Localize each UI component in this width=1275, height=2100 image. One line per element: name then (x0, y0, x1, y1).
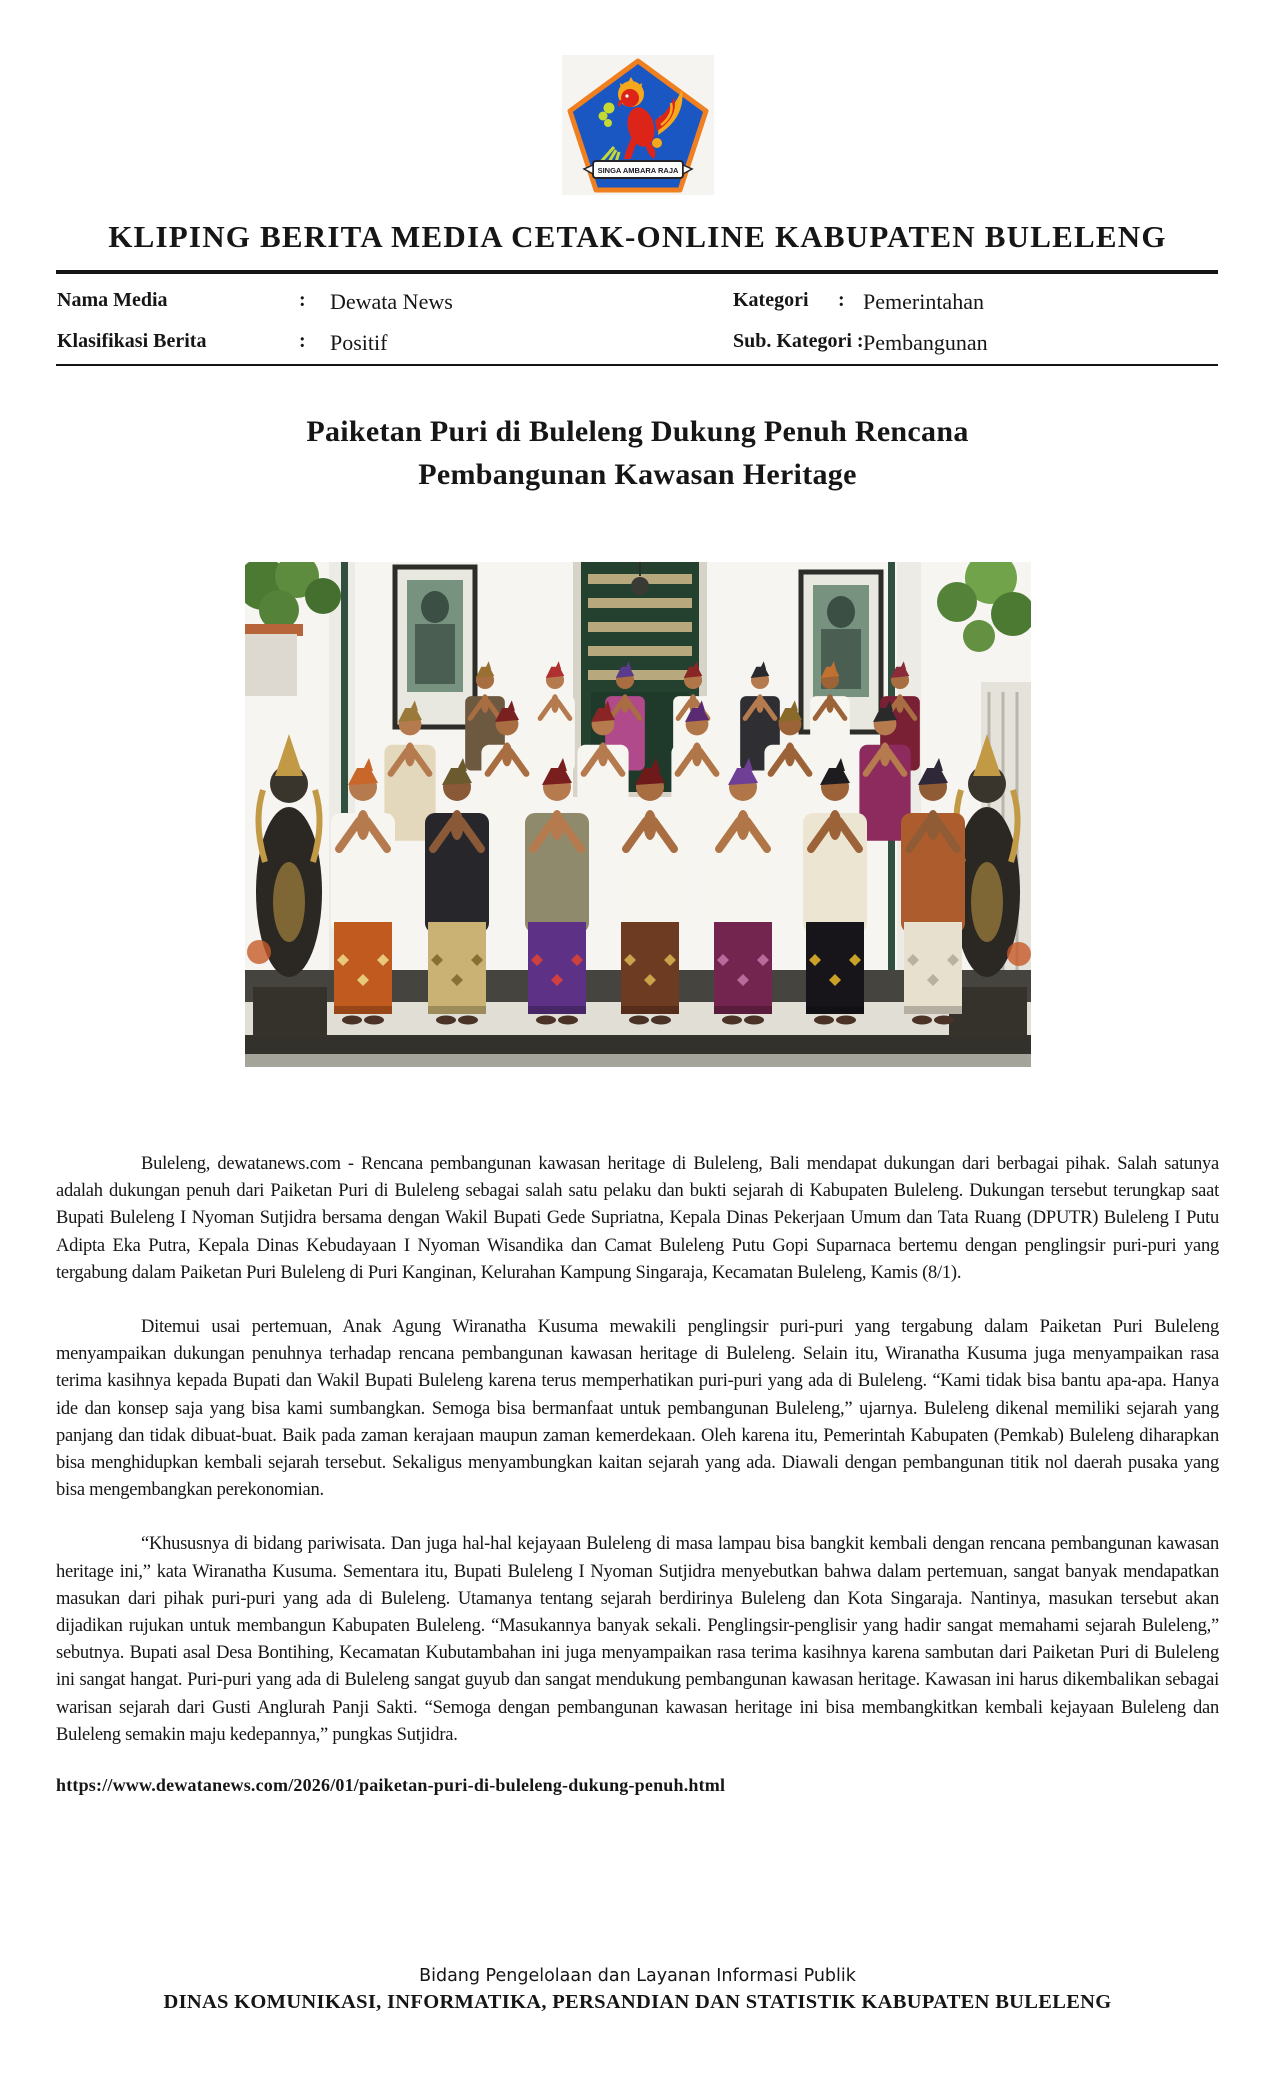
paragraph-1: Buleleng, dewatanews.com - Rencana pembangunan kawasan heritage di Buleleng, Bali mendapat dukungan dari berbagai pihak. Salah satunya adalah dukungan penuh dari Paiketan Puri di Buleleng sebagai salah satu pelaku dan bukti sejarah di Kabupaten Buleleng. Dukungan tersebut terungkap saat Bupati Buleleng I Nyoman Sutjidra bersama dengan Wakil Bupati Gede Supriatna, Kepala Dinas Pekerjaan Umum dan Tata Ruang (DPUTR) Buleleng I Putu Adipta Eka Putra, Kepala Dinas Kebudayaan I Nyoman Wisandika dan Camat Buleleng Putu Gopi Suparnaca bertemu dengan penglingsir puri-puri yang tergabung dalam Paiketan Puri Buleleng di Puri Kanginan, Kelurahan Kampung Singaraja, Kecamatan Buleleng, Kamis (8/1). (56, 1154, 1219, 1283)
paragraph-2: Ditemui usai pertemuan, Anak Agung Wiranatha Kusuma mewakili penglingsir puri-puri yang tergabung dalam Paiketan Puri Buleleng menyampaikan dukungan penuhnya terhadap rencana pembangunan kawasan heritage di Buleleng. Selain itu, Wiranatha Kusuma juga menyampaikan rasa terima kasihnya kepada Bupati dan Wakil Bupati Buleleng karena terus memperhatikan puri-puri yang ada di Buleleng. “Kami tidak bisa bantu apa-apa. Hanya ide dan konsep saja yang bisa kami sumbangkan. Semoga bisa bermanfaat untuk pembangunan Buleleng,” ujarnya. Buleleng dikenal memiliki sejarah yang panjang dan tidak dibuat-buat. Baik pada zaman kerajaan maupun zaman kemerdekaan. Oleh karena itu, Pemerintah Kabupaten (Pemkab) Buleleng diharapkan bisa menghidupkan kembali sejarah tersebut. Sekaligus menyambungkan kaitan sejarah yang ada. Diawali dengan pembangunan titik nol daerah pusaka yang bisa mengembangkan perekonomian. (56, 1317, 1219, 1501)
colon: : (299, 288, 306, 311)
article-headline (0, 410, 1275, 496)
klasifikasi-label: Klasifikasi Berita (57, 329, 207, 352)
nama-media-label: Nama Media (57, 288, 168, 311)
crest-svg (562, 55, 714, 195)
metadata-table (0, 274, 1275, 364)
buleleng-crest-logo (562, 55, 714, 195)
article-photo (245, 562, 1031, 1067)
article-body (56, 1151, 1219, 1749)
colon: : (299, 329, 306, 352)
paragraph-3: “Khususnya di bidang pariwisata. Dan juga hal-hal kejayaan Buleleng di masa lampau bisa bangkit kembali dengan rencana pembangunan kawasan heritage ini,” kata Wiranatha Kusuma. Sementara itu, Bupati Buleleng I Nyoman Sutjidra menyebutkan bahwa dalam pertemuan, sangat banyak mendapatkan masukan dari pihak puri-puri yang ada di Buleleng. Utamanya tentang sejarah berdirinya Buleleng dan Kota Singaraja. Nantinya, masukan tersebut akan dijadikan rujukan untuk membangun Kabupaten Buleleng. “Masukannya banyak sekali. Penglingsir-penglisir yang hadir sangat memahami sejarah Buleleng,” sebutnya. Bupati asal Desa Bontihing, Kecamatan Kubutambahan ini juga menyampaikan rasa terima kasihnya karena sambutan dari Paiketan Puri di Buleleng ini sangat hangat. Puri-puri yang ada di Buleleng sangat guyub dan sangat mendukung pembangunan kawasan heritage. Kawasan ini harus dikembalikan sebagai warisan sejarah dari Gusti Anglurah Panji Sakti. “Semoga dengan pembangunan kawasan heritage ini bisa membangkitkan kembali kejayaan Buleleng dan Buleleng semakin maju kedepannya,” pungkas Sutjidra. (56, 1534, 1219, 1745)
kategori-label: Kategori (733, 288, 809, 311)
source-url-link[interactable]: https://www.dewatanews.com/2026/01/paiketan-puri-di-buleleng-dukung-penuh.html (56, 1775, 726, 1796)
footer-division: Bidang Pengelolaan dan Layanan Informasi Publik (419, 1966, 856, 1986)
document-footer (0, 1966, 1275, 2014)
sub-kategori-value: Pembangunan (863, 329, 988, 355)
divider-meta (56, 364, 1218, 367)
sub-kategori-label: Sub. Kategori : (733, 329, 864, 352)
footer-agency: DINAS KOMUNIKASI, INFORMATIKA, PERSANDIAN DAN STATISTIK KABUPATEN BULELENG (163, 1991, 1112, 2013)
crest-banner-text: SINGA AMBARA RAJA (597, 166, 678, 175)
colon: : (838, 288, 845, 311)
article-headline-line1: Paiketan Puri di Buleleng Dukung Penuh Rencana (306, 415, 969, 448)
lantern (631, 577, 649, 595)
document-title: KLIPING BERITA MEDIA CETAK-ONLINE KABUPATEN BULELENG (108, 219, 1167, 254)
crest-banner (584, 161, 692, 178)
article-headline-line2: Pembangunan Kawasan Heritage (418, 458, 857, 491)
article-photo-svg (245, 562, 1031, 1067)
klasifikasi-value: Positif (330, 329, 388, 355)
nama-media-value: Dewata News (330, 288, 453, 314)
kategori-value: Pemerintahan (863, 288, 984, 314)
portrait-left (395, 567, 475, 727)
